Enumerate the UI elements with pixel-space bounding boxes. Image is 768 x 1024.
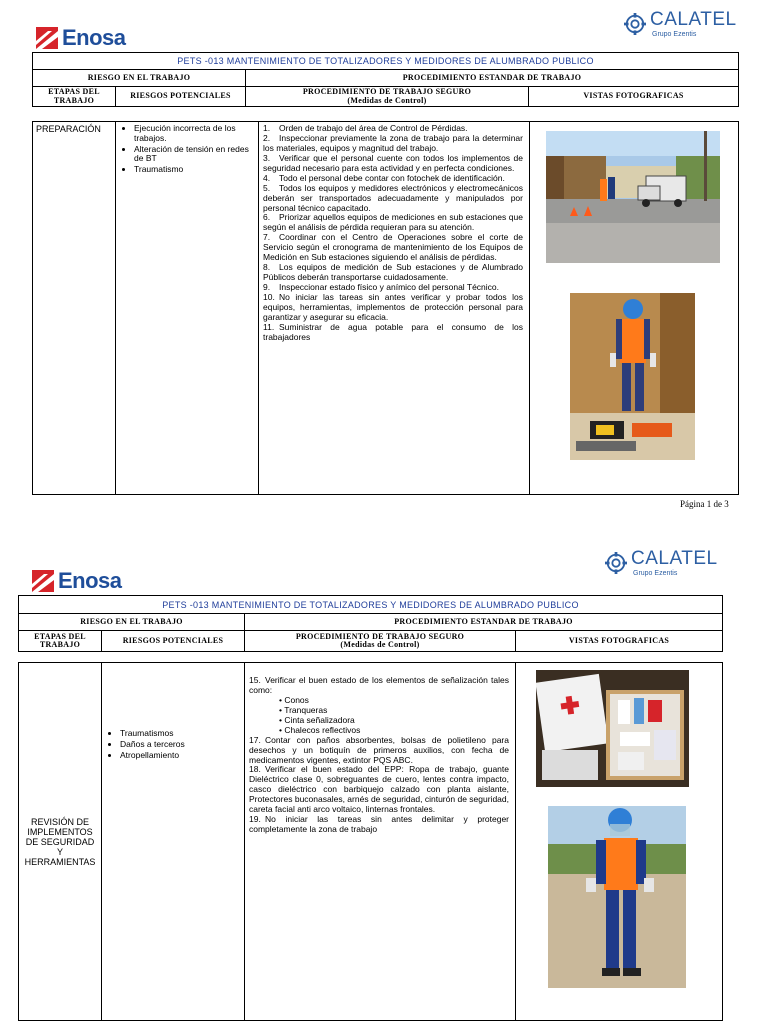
page1-procedure — [259, 122, 530, 495]
procedure-step: 4. Todo el personal debe contar con fotochek de identificación. — [263, 172, 505, 183]
procedure-step: 2. Inspeccionar previamente la zona de trabajo para la determinar los materiales, equipos y magnitud del trabajo. — [263, 132, 523, 153]
header-etapas: ETAPAS DEL TRABAJO — [33, 87, 116, 107]
stage-preparacion: PREPARACIÓN — [33, 122, 116, 495]
procedure-step: 3. Verificar que el personal cuente con todos los implementos de seguridad necesario para esta actividad y en perfecta condiciones. — [263, 152, 523, 173]
risk-item: • Alteración de tensión en redes de BT — [134, 145, 256, 165]
enosa-logo — [32, 568, 122, 594]
page2-header-table — [18, 595, 723, 652]
header-etapas: ETAPAS DEL TRABAJO — [19, 631, 102, 652]
enosa-logo-text: Enosa — [58, 568, 122, 593]
page2-procedure — [245, 663, 516, 1021]
procedure-step: 9. Inspeccionar estado físico y anímico del personal Técnico. — [263, 282, 500, 292]
enosa-logo-icon — [36, 27, 58, 49]
header-riesgos: RIESGOS POTENCIALES — [102, 631, 245, 652]
header-vistas: VISTAS FOTOGRAFICAS — [516, 631, 723, 652]
page1-risk-list — [118, 124, 256, 175]
photo-street-truck — [546, 131, 720, 263]
calatel-logo-subtitle: Grupo Ezentis — [633, 570, 678, 577]
calatel-logo — [624, 10, 737, 38]
photo-first-aid-kit — [536, 670, 689, 787]
document-title: PETS -013 MANTENIMIENTO DE TOTALIZADORES Y MEDIDORES DE ALUMBRADO PUBLICO — [33, 53, 739, 70]
header-vistas: VISTAS FOTOGRAFICAS — [529, 87, 739, 107]
photo-worker-helmet — [548, 806, 686, 988]
page1-header-table — [32, 52, 739, 107]
header-riesgos: RIESGOS POTENCIALES — [116, 87, 246, 107]
enosa-logo-text: Enosa — [62, 25, 126, 50]
photo-worker-ppe — [570, 293, 695, 460]
procedure-step: 7. Coordinar con el Centro de Operaciones sobre el corte de Servicio según el cronograma de mantenimiento de los Equipos de Medición en Sub estaciones siguiendo el análisis de pérdidas. — [263, 232, 523, 263]
calatel-logo-text: CALATEL — [650, 9, 737, 30]
risk-item: • Daños a terceros — [120, 740, 242, 750]
calatel-logo-icon — [605, 552, 627, 574]
page2-risk-list — [104, 729, 242, 760]
document-title: PETS -013 MANTENIMIENTO DE TOTALIZADORES Y MEDIDORES DE ALUMBRADO PUBLICO — [19, 596, 723, 614]
page-number: Página 1 de 3 — [680, 499, 729, 509]
procedure-step: 5. Todos los equipos y medidores electrónicos y electromecánicos deberán ser transportados adecuadamente y manipulados por personal técnico capacitado. — [263, 182, 523, 213]
header-proc-seguro: PROCEDIMIENTO DE TRABAJO SEGURO (Medidas de Control) — [246, 87, 529, 107]
risk-item: • Atropellamiento — [120, 751, 242, 761]
risk-item: • Ejecución incorrecta de los trabajos. — [134, 124, 256, 144]
header-riesgo: RIESGO EN EL TRABAJO — [19, 614, 245, 631]
calatel-logo-icon — [624, 13, 646, 35]
calatel-logo-text: CALATEL — [631, 548, 718, 569]
procedure-step: 18. Verificar el buen estado del EPP: Ropa de trabajo, guante Dieléctrico clase 0, sobreguantes de cuero, lentes contra impacto, casco dieléctrico con barbiquejo calzado con planta aislante, Protectores buconasales, arnés de seguridad, cinturón de seguridad, careta facial anti arco voltaico, linternas frontales. — [249, 764, 509, 815]
enosa-logo — [36, 25, 126, 51]
procedure-step: 8. Los equipos de medición de Sub estaciones y de Alumbrado Públicos deberán transportarse cuidadosamente. — [263, 262, 523, 283]
procedure-step: 11. Suministrar de agua potable para el consumo de los trabajadores — [263, 321, 523, 342]
procedure-step: 17. Contar con paños absorbentes, bolsas de polietileno para desechos y un botiquín de primeros auxilios, con fecha de medicamentos vigentes, extintor PQS ABC. — [249, 734, 509, 765]
signage-item: • Conos — [279, 694, 309, 705]
signage-item: • Tranqueras — [279, 704, 328, 715]
procedure-step: 15. Verificar el buen estado de los elementos de señalización tales como: — [249, 675, 509, 695]
procedure-step: 19. No iniciar las tareas sin antes delimitar y proteger completamente la zona de trabajo — [249, 814, 509, 835]
signage-item: • Cinta señalizadora — [279, 714, 355, 725]
risk-item: • Traumatismos — [120, 729, 242, 739]
calatel-logo — [605, 549, 718, 577]
procedure-step: 10. No iniciar las tareas sin antes verificar y probar todos los equipos, herramientas, implementos de protección personal para garantizar y asegurar su eficacia. — [263, 291, 523, 322]
stage-revision: REVISIÓN DE IMPLEMENTOS DE SEGURIDAD Y HERRAMIENTAS — [19, 663, 102, 1021]
procedure-step: 6. Priorizar aquellos equipos de mediciones en sub estaciones que según el análisis de pérdida requieran para su atención. — [263, 212, 523, 233]
header-procedimiento: PROCEDIMIENTO ESTANDAR DE TRABAJO — [246, 70, 739, 87]
header-procedimiento: PROCEDIMIENTO ESTANDAR DE TRABAJO — [245, 614, 723, 631]
calatel-logo-subtitle: Grupo Ezentis — [652, 31, 697, 38]
risk-item: • Traumatismo — [134, 165, 256, 175]
header-proc-seguro: PROCEDIMIENTO DE TRABAJO SEGURO (Medidas de Control) — [245, 631, 516, 652]
procedure-step: 1. Orden de trabajo del área de Control de Pérdidas. — [263, 123, 468, 133]
signage-item: • Chalecos reflectivos — [279, 724, 361, 735]
header-riesgo: RIESGO EN EL TRABAJO — [33, 70, 246, 87]
enosa-logo-icon — [32, 570, 54, 592]
